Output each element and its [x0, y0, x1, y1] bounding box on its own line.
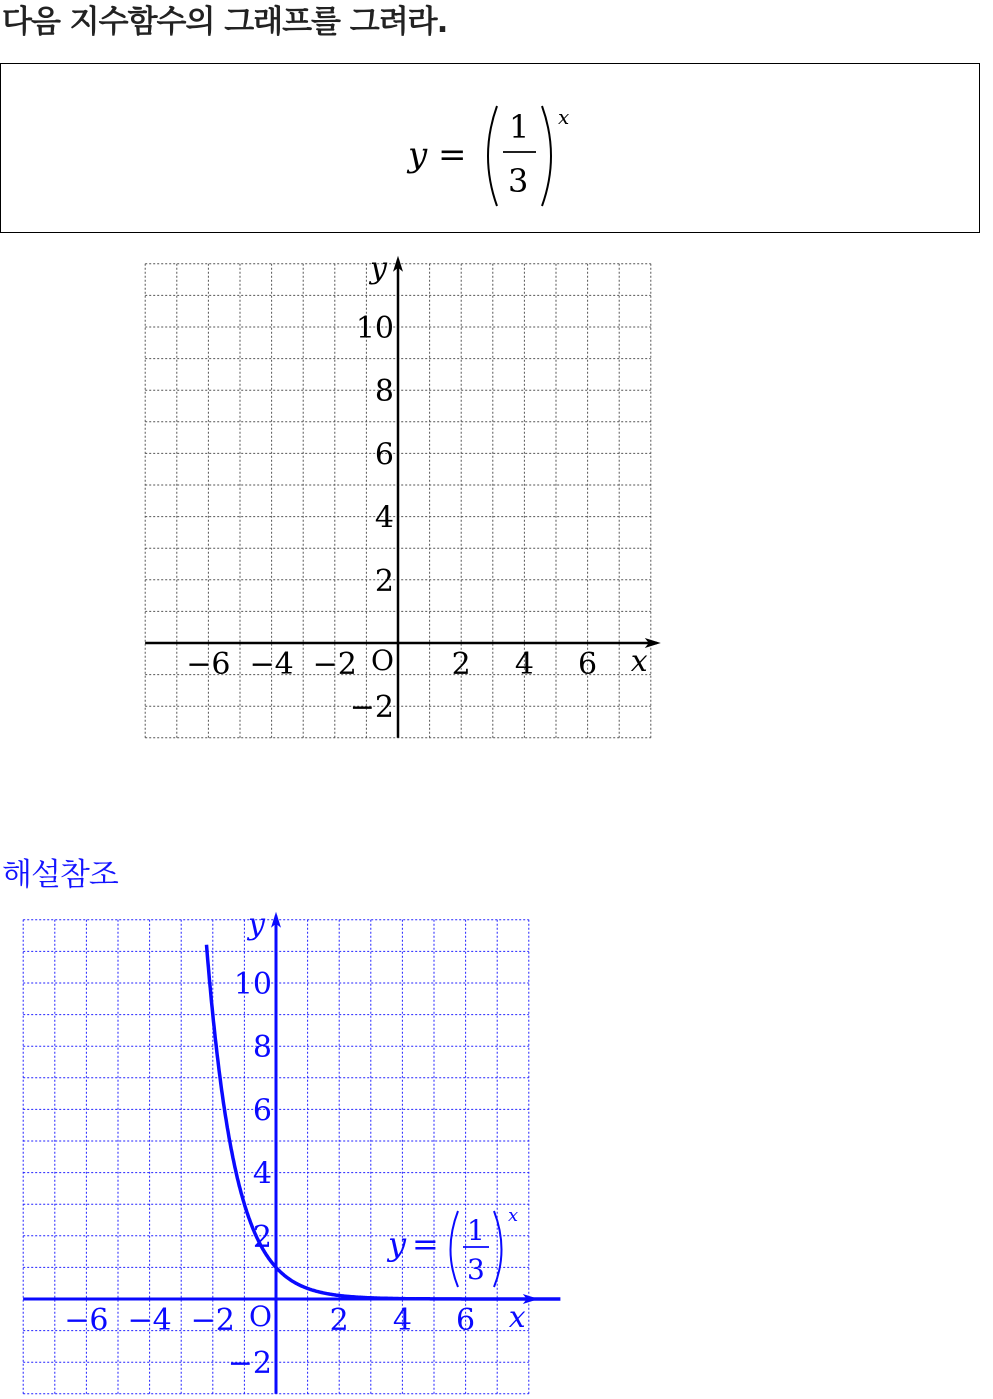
blank-graph	[140, 255, 695, 750]
x-axis-label: x	[508, 1300, 526, 1335]
y-tick-label: 6	[252, 1093, 272, 1129]
curve-label-right-paren	[494, 1211, 502, 1287]
curve-label-denominator: 3	[467, 1253, 485, 1286]
formula-denominator: 3	[508, 162, 529, 200]
y-axis-label: y	[370, 255, 387, 286]
y-tick-label: −2	[349, 690, 394, 726]
origin-label: O	[371, 644, 394, 677]
x-tick-label: 6	[456, 1303, 476, 1338]
x-tick-label: 4	[514, 647, 534, 682]
x-tick-label: −4	[127, 1303, 172, 1338]
x-tick-label: −6	[64, 1303, 109, 1338]
x-tick-label: 2	[451, 647, 471, 682]
curve-label-numerator: 1	[467, 1214, 485, 1247]
x-tick-label: 4	[392, 1303, 412, 1338]
y-tick-label: 4	[374, 500, 394, 536]
formula-box	[0, 63, 980, 233]
y-tick-label: 2	[374, 563, 394, 599]
y-tick-label: 8	[374, 374, 394, 410]
problem-title: 다음 지수함수의 그래프를 그려라.	[2, 4, 448, 40]
curve-label-equals: =	[412, 1225, 439, 1263]
formula-exponent: x	[558, 105, 570, 129]
y-axis-label: y	[248, 910, 265, 942]
solution-heading: 해설참조	[2, 857, 118, 893]
y-tick-label: 8	[252, 1030, 272, 1066]
x-tick-label: −2	[312, 647, 357, 682]
y-tick-label: −2	[227, 1346, 272, 1382]
x-tick-label: −2	[190, 1303, 235, 1338]
y-tick-label: 6	[374, 437, 394, 473]
formula-equals: =	[438, 135, 467, 175]
origin-label: O	[249, 1300, 272, 1333]
formula	[1, 64, 978, 231]
x-tick-label: 2	[329, 1303, 349, 1338]
curve-label-exponent: x	[508, 1205, 519, 1226]
y-tick-label: 10	[233, 967, 272, 1002]
formula-numerator: 1	[509, 108, 530, 146]
formula-lhs: y	[408, 135, 428, 175]
x-axis-label: x	[630, 644, 648, 679]
curve-label-left-paren	[451, 1211, 459, 1287]
curve-label-lhs: y	[388, 1225, 407, 1263]
y-tick-label: 2	[252, 1219, 272, 1255]
x-tick-label: 6	[578, 647, 598, 682]
solution-graph	[18, 910, 578, 1399]
y-tick-label: 10	[355, 311, 394, 346]
x-tick-label: −6	[186, 647, 231, 682]
y-tick-label: 4	[252, 1156, 272, 1192]
formula-right-paren	[542, 106, 551, 206]
formula-left-paren	[488, 106, 497, 206]
x-tick-label: −4	[249, 647, 294, 682]
